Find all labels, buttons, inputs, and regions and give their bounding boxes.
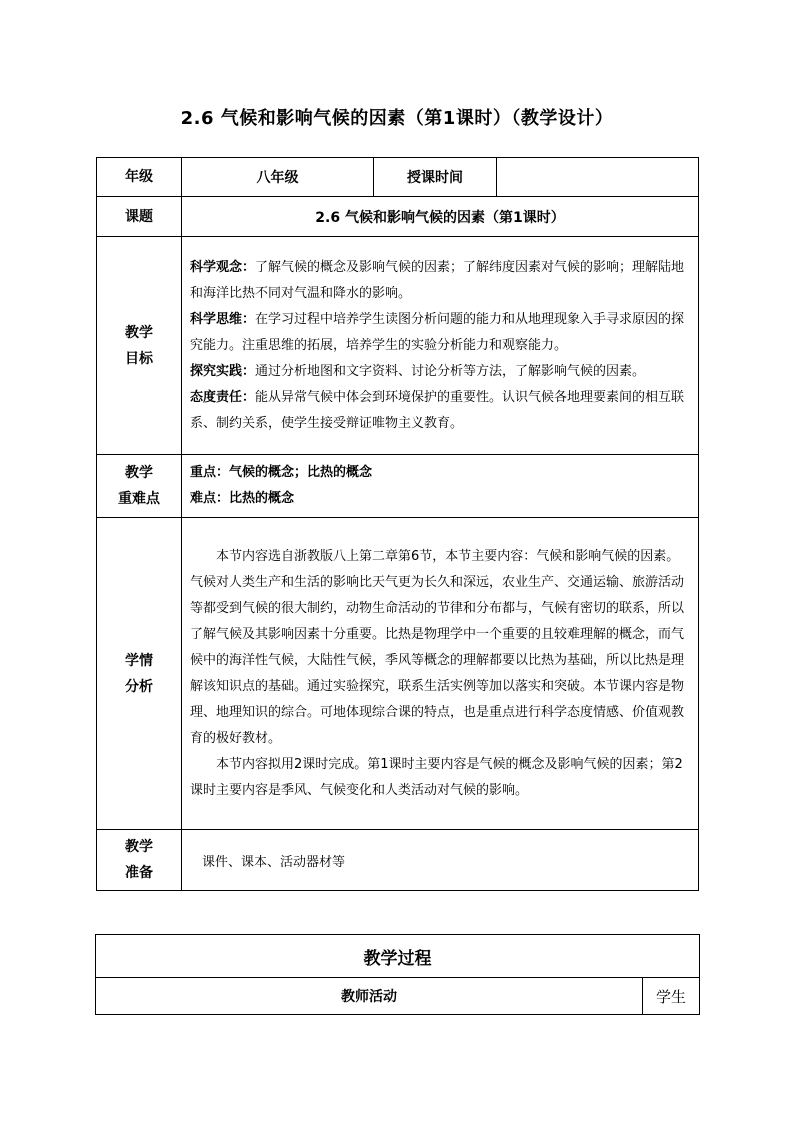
objectives-label: [97, 237, 182, 455]
key-points-label-line2: 重难点: [118, 491, 160, 507]
teaching-process-table: [95, 934, 700, 1015]
focus-point: 重点：气候的概念；比热的概念: [190, 465, 373, 480]
preparation-label: [97, 830, 182, 891]
topic-row: [97, 197, 699, 237]
preparation-row: [97, 830, 699, 891]
process-title-row: [96, 935, 700, 978]
analysis-content: [182, 518, 699, 830]
student-activity-header: 学生: [643, 978, 700, 1015]
class-time-label: 授课时间: [374, 158, 497, 197]
process-title: 教学过程: [96, 935, 700, 978]
document-title: 2.6 气候和影响气候的因素（第1课时）（教学设计）: [180, 108, 614, 129]
key-points-label-line1: 教学: [125, 465, 153, 481]
preparation-label-line1: 教学: [125, 839, 153, 855]
analysis-row: [97, 518, 699, 830]
analysis-paragraph: 本节内容选自浙教版八上第二章第6节，本节主要内容：气候和影响气候的因素。气候对人类生产和生活的影响比天气更为长久和深远，农业生产、交通运输、旅游活动等都受到气候的很大制约，动物生命活动的节律和分布都与，气候有密切的联系，所以了解气候及其影响因素十分重要。比热是物理学中一个重要的且较难理解的概念，而气候中的海洋性气候，大陆性气候，季风等概念的理解都要以比热为基础，所以比热是理解该知识点的基础。通过实验探究，联系生活实例等加以落实和突破。本节课内容是物理、地理知识的综合。可地体现综合课的特点，也是重点进行科学态度情感、价值观教育的极好教材。: [190, 548, 685, 746]
objectives-label-line2: 目标: [125, 350, 153, 367]
objective-item: 科学观念：了解气候的概念及影响气候的因素；了解纬度因素对气候的影响；理解陆地和海洋比热不同对气温和降水的影响。: [190, 259, 685, 301]
grade-value: 八年级: [182, 158, 374, 197]
lesson-info-table: [96, 157, 699, 891]
preparation-value: 课件、课本、活动器材等: [182, 830, 699, 891]
analysis-paragraph: 本节内容拟用2课时完成。第1课时主要内容是气候的概念及影响气候的因素；第2课时主要内容是季风、气候变化和人类活动对气候的影响。: [190, 756, 683, 798]
analysis-label: [97, 518, 182, 830]
key-points-content: [182, 455, 699, 518]
objective-item: 科学思维：在学习过程中培养学生读图分析问题的能力和从地理现象入手寻求原因的探究能力。注重思维的拓展，培养学生的实验分析能力和观察能力。: [190, 311, 685, 353]
objective-item: 态度责任：能从异常气候中体会到环境保护的重要性。认识气候各地理要素间的相互联系、制约关系，使学生接受辩证唯物主义教育。: [190, 389, 685, 431]
difficulty-point: 难点：比热的概念: [190, 491, 295, 506]
topic-value: 2.6 气候和影响气候的因素（第1课时）: [182, 197, 699, 237]
grade-row: [97, 158, 699, 197]
analysis-label-line1: 学情: [125, 652, 153, 669]
analysis-label-line2: 分析: [125, 678, 153, 695]
key-points-row: [97, 455, 699, 518]
process-header-row: [96, 978, 700, 1015]
objective-item: 探究实践：通过分析地图和文字资料、讨论分析等方法，了解影响气候的因素。: [190, 363, 646, 379]
key-points-label: [97, 455, 182, 518]
preparation-label-line2: 准备: [125, 865, 153, 881]
objectives-label-line1: 教学: [125, 324, 153, 341]
topic-label: 课题: [97, 197, 182, 237]
grade-label: 年级: [97, 158, 182, 197]
objectives-row: [97, 237, 699, 455]
teacher-activity-header: 教师活动: [96, 978, 643, 1015]
class-time-value: [497, 158, 699, 197]
objectives-content: [182, 237, 699, 455]
